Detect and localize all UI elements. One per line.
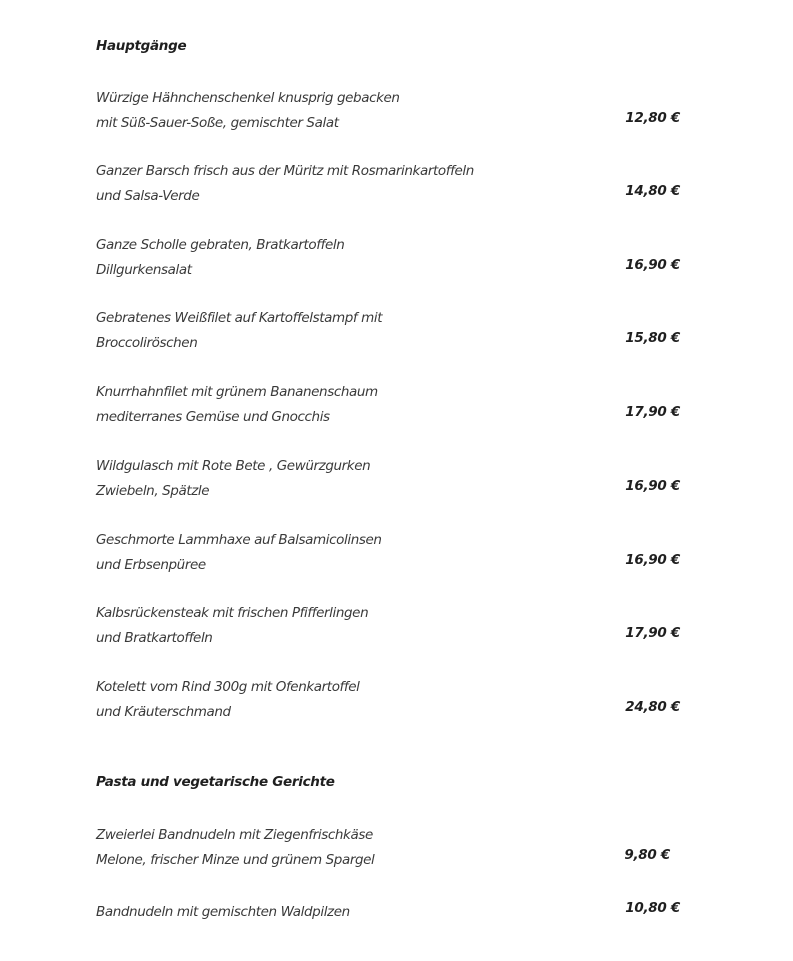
menu-item xyxy=(96,233,686,281)
menu-item xyxy=(96,306,686,354)
menu-item xyxy=(96,823,686,871)
item-description-line: mit Süß-Sauer-Soße, gemischter Salat xyxy=(96,114,339,131)
item-price: 16,90 € xyxy=(625,552,680,568)
item-description-line: Zweierlei Bandnudeln mit Ziegenfrischkäse xyxy=(96,827,373,843)
item-price: 16,90 € xyxy=(625,257,680,273)
item-description xyxy=(96,86,596,135)
item-price: 17,90 € xyxy=(625,404,680,420)
item-description xyxy=(96,159,596,208)
item-description xyxy=(96,900,596,925)
item-description-line: Bandnudeln mit gemischten Waldpilzen xyxy=(96,904,350,920)
item-description-line: Zwiebeln, Spätzle xyxy=(96,482,210,499)
item-description xyxy=(96,454,596,503)
item-description xyxy=(96,380,596,429)
item-description-line: Kalbsrückensteak mit frischen Pfifferlingen xyxy=(96,605,369,621)
item-price: 24,80 € xyxy=(625,699,680,715)
item-price: 10,80 € xyxy=(625,900,680,916)
menu-item xyxy=(96,86,686,134)
item-description-line: Melone, frischer Minze und grünem Spargel xyxy=(96,851,375,868)
item-description-line: Broccoliröschen xyxy=(96,334,198,351)
menu-item xyxy=(96,675,686,723)
item-description-line: Knurrhahnfilet mit grünem Bananenschaum xyxy=(96,384,378,400)
item-description xyxy=(96,823,596,872)
item-description-line: Wildgulasch mit Rote Bete , Gewürzgurken xyxy=(96,458,371,474)
item-description-line: Kotelett vom Rind 300g mit Ofenkartoffel xyxy=(96,679,360,695)
menu-item xyxy=(96,380,686,428)
item-price: 12,80 € xyxy=(625,110,680,126)
menu-item xyxy=(96,528,686,576)
section-title-pasta: Pasta und vegetarische Gerichte xyxy=(96,774,335,790)
item-description-line: und Bratkartoffeln xyxy=(96,629,213,646)
item-description-line: Geschmorte Lammhaxe auf Balsamicolinsen xyxy=(96,532,382,548)
item-description-line: Gebratenes Weißfilet auf Kartoffelstampf mit xyxy=(96,310,383,326)
item-description-line: Dillgurkensalat xyxy=(96,261,192,278)
menu-item xyxy=(96,159,686,207)
item-price: 16,90 € xyxy=(625,478,680,494)
item-description xyxy=(96,601,596,650)
item-price: 9,80 € xyxy=(624,847,670,863)
menu-item xyxy=(96,454,686,502)
menu-item xyxy=(96,601,686,649)
item-description xyxy=(96,233,596,282)
item-description-line: und Erbsenpüree xyxy=(96,556,206,573)
item-description-line: mediterranes Gemüse und Gnocchis xyxy=(96,408,330,425)
item-description xyxy=(96,306,596,355)
menu-item xyxy=(96,900,686,924)
item-price: 17,90 € xyxy=(625,625,680,641)
item-price: 14,80 € xyxy=(625,183,680,199)
section-title-hauptgaenge: Hauptgänge xyxy=(96,38,187,54)
item-description xyxy=(96,675,596,724)
item-description-line: Ganzer Barsch frisch aus der Müritz mit Rosmarinkartoffeln xyxy=(96,163,474,179)
item-description-line: Ganze Scholle gebraten, Bratkartoffeln xyxy=(96,237,345,253)
item-description-line: und Salsa-Verde xyxy=(96,187,200,204)
item-description-line: Würzige Hähnchenschenkel knusprig gebacken xyxy=(96,90,400,106)
item-price: 15,80 € xyxy=(625,330,680,346)
item-description-line: und Kräuterschmand xyxy=(96,703,231,720)
item-description xyxy=(96,528,596,577)
